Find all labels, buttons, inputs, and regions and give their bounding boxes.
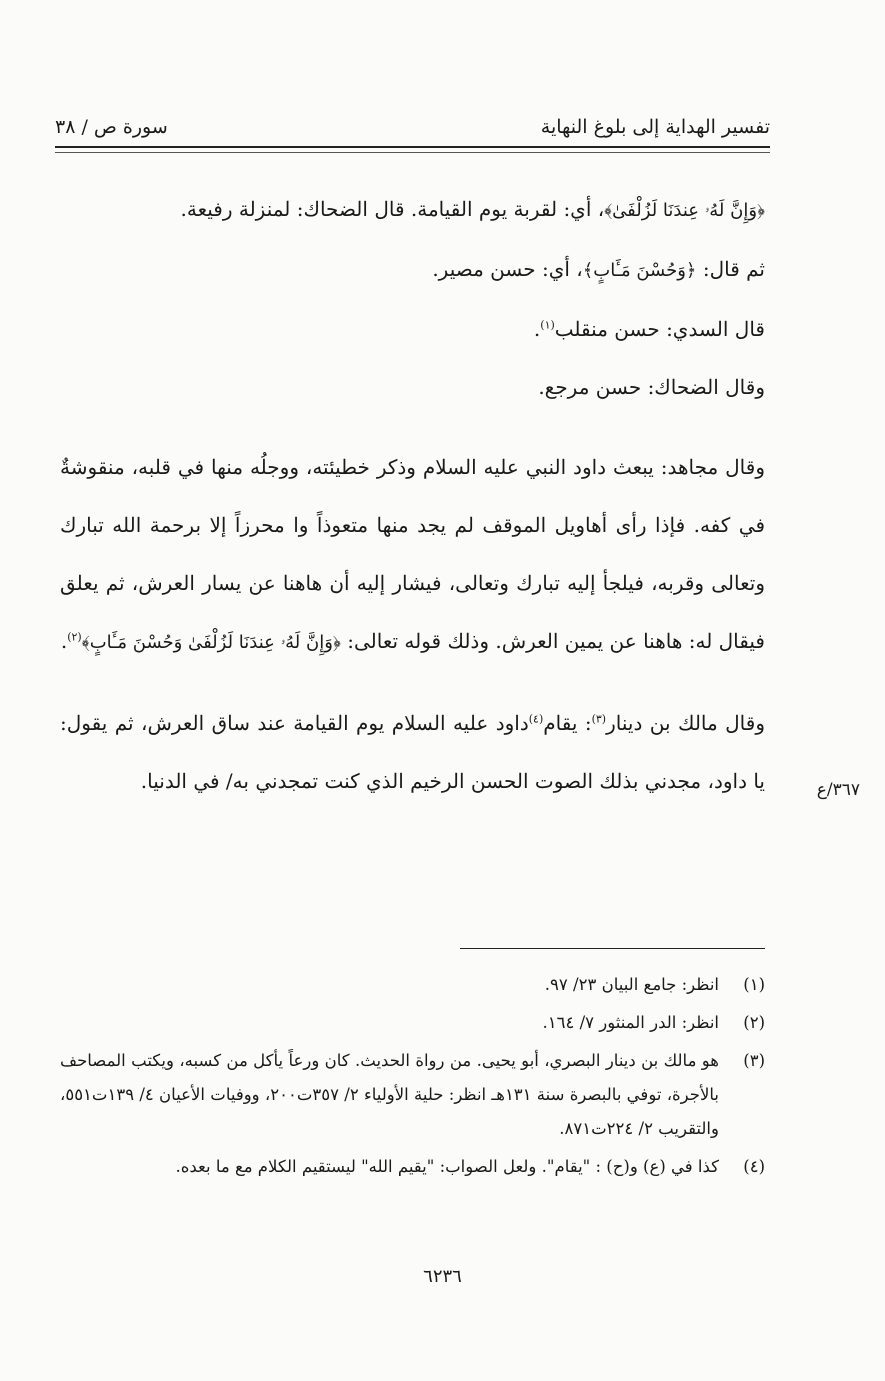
punctuation: . [533, 317, 541, 341]
paragraph-text: وقال مالك بن دينار [606, 711, 765, 735]
footnote-number: (١) [743, 975, 765, 994]
footnote-ref: (١) [540, 318, 555, 332]
footnote-text: انظر: الدر المنثور ٧/ ١٦٤. [542, 1013, 719, 1032]
footnote-ref: (٢) [67, 630, 82, 644]
header-rule [55, 146, 770, 153]
spacer [60, 416, 765, 438]
running-header [55, 110, 770, 144]
paragraph-text: قال السدي: حسن منقلب [554, 317, 765, 341]
footnote-text: انظر: جامع البيان ٢٣/ ٩٧. [544, 975, 719, 994]
paragraph-2 [60, 240, 765, 300]
manuscript-margin-note: ٣٦٧/ع [816, 780, 860, 800]
footnote-number: (٣) [743, 1051, 765, 1070]
paragraph-text: : يقام [543, 711, 592, 735]
footnote-text: كذا في (ع) و(ح) : "يقام". ولعل الصواب: "يقيم الله" ليستقيم الكلام مع ما بعده. [175, 1157, 719, 1176]
footnote-number: (٤) [743, 1157, 765, 1176]
paragraph-text: ، أي: لقربة يوم القيامة. قال الضحاك: لمنزلة رفيعة. [180, 197, 605, 221]
footnote [60, 968, 765, 1002]
book-title: تفسير الهداية إلى بلوغ النهاية [540, 116, 770, 138]
spacer [60, 672, 765, 694]
footnote-ref: (٣) [591, 712, 607, 726]
page-number: ٦٢٣٦ [423, 1266, 462, 1287]
paragraph-5 [60, 438, 765, 672]
footnote [60, 1044, 765, 1146]
footnote [60, 1150, 765, 1184]
footnotes [60, 968, 765, 1188]
footnote-separator [460, 948, 765, 949]
paragraph-text: داود عليه السلام يوم القيامة عند ساق العرش، ثم يقول: يا داود، مجدني بذلك الصوت الحسن الرخيم الذي كنت تمجدني به/ في الدنيا. [60, 711, 765, 793]
paragraph-6 [60, 694, 765, 810]
paragraph-4 [60, 358, 765, 416]
surah-reference: سورة ص / ٣٨ [55, 116, 168, 138]
footnote-ref: (٤) [528, 712, 544, 726]
footnote-text: هو مالك بن دينار البصري، أبو يحيى. من رواة الحديث. كان ورعاً يأكل من كسبه، ويكتب المصاحف بالأجرة، توفي بالبصرة سنة ١٣١هـ انظر: حلية الأولياء ٢/ ٣٥٧ت٢٠٠، ووفيات الأعيان ٤/ ١٣٩ت٥٥١، والتقريب ٢/ ٢٢٤ت٨٧١. [60, 1051, 720, 1138]
paragraph-3 [60, 300, 765, 358]
quran-verse: ﴿وَإِنَّ لَهُۥ عِندَنَا لَزُلْفَىٰ﴾ [604, 200, 765, 221]
quran-verse: ﴿وَإِنَّ لَهُۥ عِندَنَا لَزُلْفَىٰ وَحُسْنَ مَـَٔابٍ﴾ [81, 632, 341, 653]
main-text [60, 180, 765, 810]
footnote-number: (٢) [743, 1013, 765, 1032]
paragraph-text: ثم قال: [702, 257, 765, 281]
footnote [60, 1006, 765, 1040]
paragraph-text: ، أي: حسن مصير. [432, 257, 583, 281]
punctuation: . [60, 629, 68, 653]
paragraph-1 [60, 180, 765, 240]
paragraph-text: وقال الضحاك: حسن مرجع. [538, 375, 765, 399]
paragraph-text: وقال مجاهد: يبعث داود النبي عليه السلام وذكر خطيئته، ووجلُه منها في قلبه، منقوشةٌ في كفه. فإذا رأى أهاويل الموقف لم يجد منها متعوذاً وا محرزاً إلا برحمة الله تبارك وتعالى وقربه، فيلجأ إليه تبارك وتعالى، فيشار إليه أن هاهنا عن يسار العرش، ثم يعلق فيقال له: هاهنا عن يمين العرش. وذلك قوله تعالى: [60, 455, 765, 653]
quran-verse: ﴿وَحُسْنَ مَـَٔابٍ﴾ [582, 260, 697, 281]
